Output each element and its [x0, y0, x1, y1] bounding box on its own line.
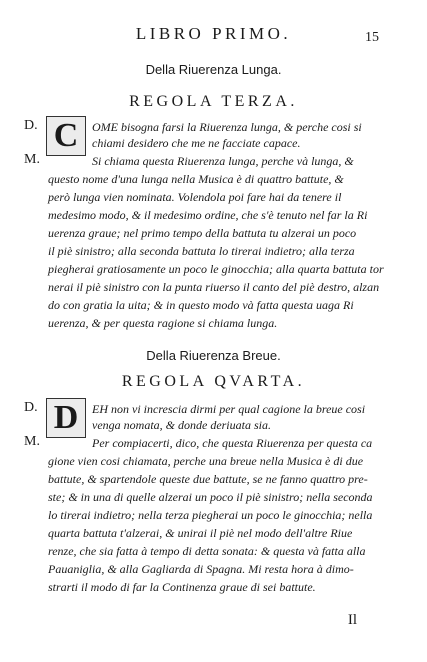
running-head: LIBRO PRIMO. — [135, 24, 292, 43]
text-line: do con gratia la uita; & in questo modo và fatta questa uaga Ri — [48, 298, 354, 312]
text-line: uerenza, & per questa ragione si chiama lunga. — [48, 316, 278, 330]
section-title-riuerenza-breue: Della Riuerenza Breue. — [146, 348, 281, 363]
speaker-label-d: D. — [24, 400, 38, 415]
signature-mark: Il — [347, 612, 357, 628]
text-line: questo nome d'una lunga nella Musica è di quattro battute, & — [48, 172, 344, 186]
text-line: renze, che sia fatta à tempo di detta sonata: & questa và fatta alla — [48, 544, 366, 558]
drop-cap-c — [46, 116, 86, 156]
text-line: battute, & spartendole queste due battute, se ne fanno quattro pre- — [48, 472, 368, 486]
text-line: Per compiacerti, dico, che questa Riuerenza per questa ca — [92, 436, 373, 450]
text-line: il piè sinistro; alla seconda battuta lo tirerai indietro; alla terza — [48, 244, 355, 258]
text-line: OME bisogna farsi la Riuerenza lunga, & perche cosi si — [92, 120, 362, 134]
text-line: strarti il modo di far la Continenza graue di sei battute. — [48, 580, 316, 594]
text-line: Si chiama questa Riuerenza lunga, perche và lunga, & — [92, 154, 354, 168]
text-line: Pauaniglia, & alla Gagliarda di Spagna. Mi resta hora à dimo- — [48, 562, 354, 576]
text-line: nerai il piè sinistro con la punta riuerso il canto del piè destro, alzan — [48, 280, 380, 294]
rule-heading-quarta: REGOLA QVARTA. — [121, 373, 306, 390]
text-line: quarta battuta t'alzerai, & unirai il piè nel modo dell'altre Riue — [48, 526, 353, 540]
text-line: medesimo modo, & il medesimo ordine, che s'è tenuto nel far la Ri — [48, 208, 368, 222]
text-line: piegherai gratiosamente un poco le ginocchia; alla quarta battuta tor — [48, 262, 384, 276]
text-line: EH non vi increscia dirmi per qual cagione la breue cosi — [92, 402, 366, 416]
text-line: ste; & in una di quelle alzerai un poco il piè sinistro; nella seconda — [48, 490, 373, 504]
text-line: uerenza graue; nel primo tempo della battuta tu alzerai un poco — [48, 226, 357, 240]
speaker-label-d: D. — [24, 118, 38, 133]
drop-cap-letter: D — [53, 399, 79, 436]
rule-heading-terza: REGOLA TERZA. — [129, 93, 298, 110]
section-title-riuerenza-lunga: Della Riuerenza Lunga. — [145, 62, 282, 77]
speaker-label-m: M. — [24, 152, 40, 167]
drop-cap-letter: C — [53, 117, 79, 154]
speaker-label-m: M. — [24, 434, 40, 449]
text-line: venga nomata, & donde deriuata sia. — [92, 418, 271, 432]
page-number: 15 — [365, 30, 379, 45]
drop-cap-d — [46, 398, 86, 438]
text-line: chiami desidero che me ne facciate capace. — [92, 136, 301, 150]
text-line: lo tirerai indietro; nella terza piegherai un poco le ginocchia; nella — [48, 508, 373, 522]
text-line: gione vien cosi chiamata, perche una breue nella Musica è di due — [48, 454, 364, 468]
text-line: però lunga vien nominata. Volendola poi fare hai da tenere il — [48, 190, 342, 204]
